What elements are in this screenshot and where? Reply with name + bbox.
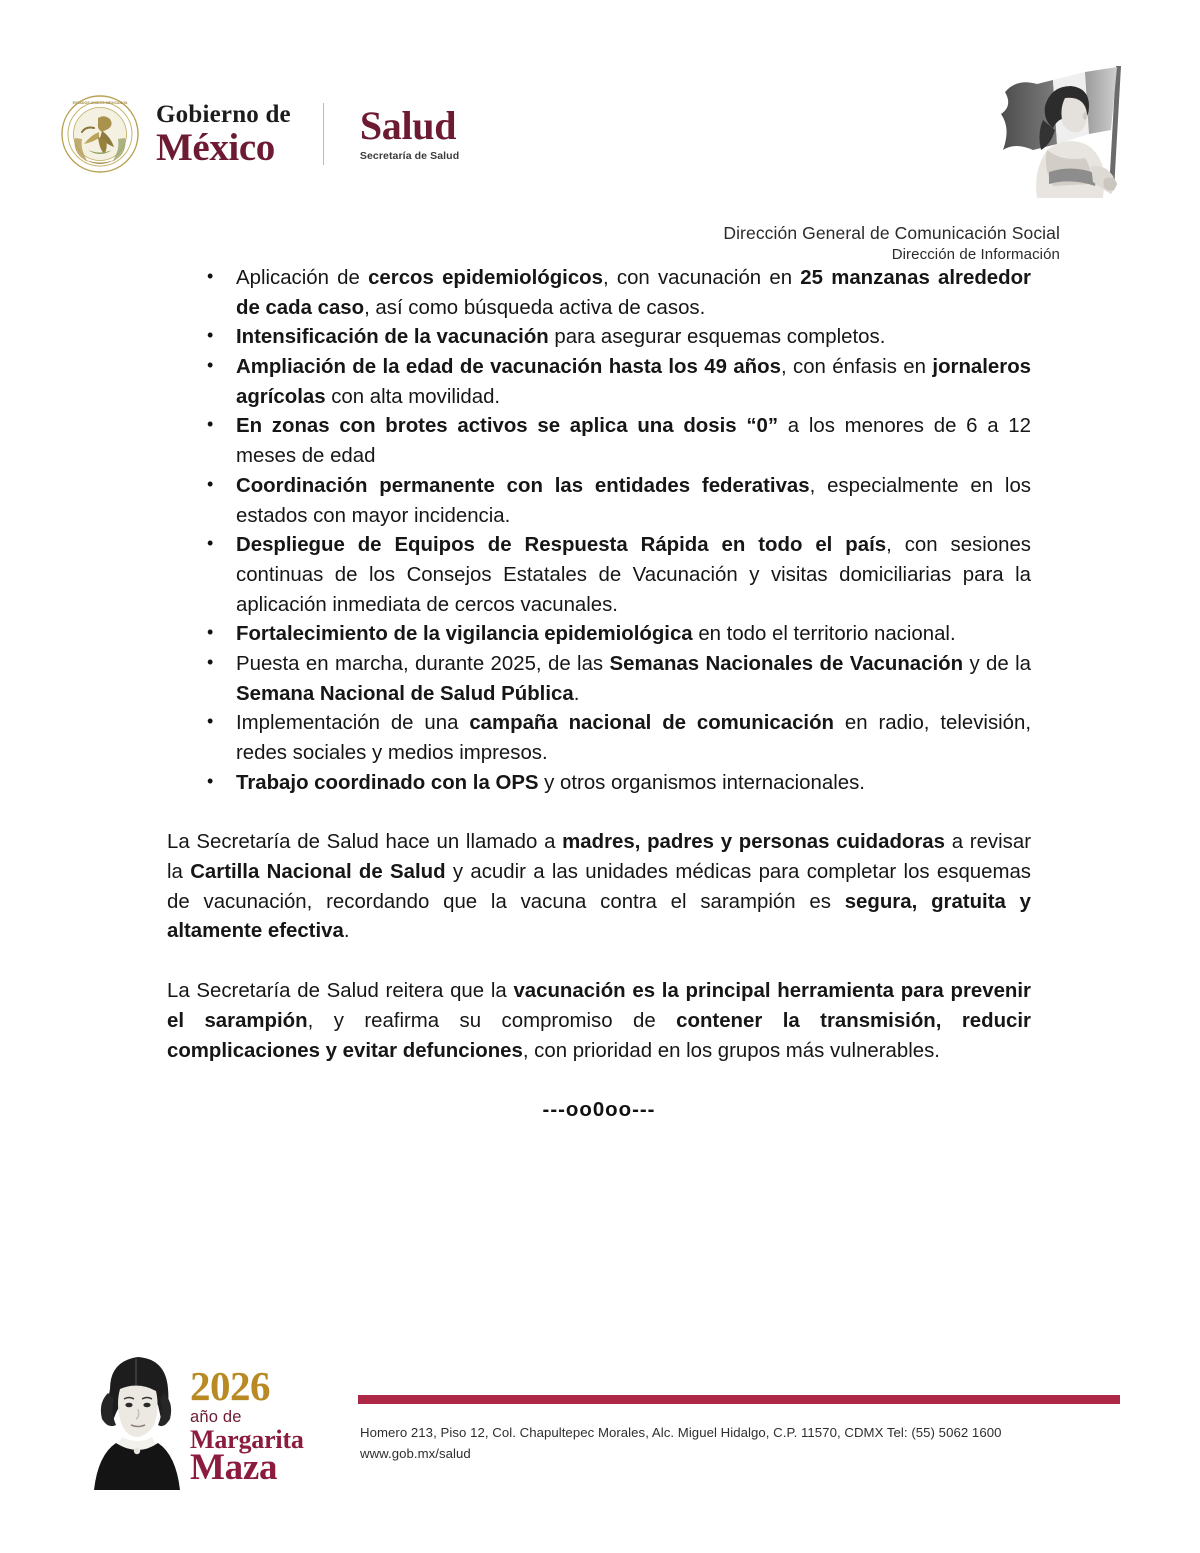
margarita-maza-portrait-icon bbox=[88, 1345, 184, 1490]
measure-bullet-item bbox=[167, 769, 1031, 799]
mexico-line: México bbox=[156, 125, 275, 169]
bullet-5-segment-0: Despliegue de Equipos de Respuesta Rápida en todo el país bbox=[236, 534, 887, 557]
bullet-7-segment-0: Puesta en marcha, durante 2025, de las bbox=[236, 652, 610, 675]
para-1-segment-4: , con prioridad en los grupos más vulnerables. bbox=[522, 1039, 940, 1062]
measure-bullet-item bbox=[167, 472, 1031, 531]
bullet-0-segment-2: , con vacunación en bbox=[602, 267, 801, 289]
footer-website-url[interactable]: www.gob.mx/salud bbox=[360, 1445, 471, 1461]
bullet-6-segment-0: Fortalecimiento de la vigilancia epidemiológica bbox=[236, 623, 693, 646]
para-1-segment-1: vacunación es la principal herramienta para prevenir el sarampión bbox=[167, 980, 1031, 1032]
measure-bullet-item bbox=[167, 531, 1031, 620]
para-0-segment-6: . bbox=[343, 920, 350, 943]
bullet-2-segment-3: con alta movilidad. bbox=[325, 385, 501, 408]
paragraph-call-to-action bbox=[167, 828, 1031, 947]
bullet-7-segment-3: Semana Nacional de Salud Pública bbox=[236, 682, 574, 705]
bullet-6-segment-1: en todo el territorio nacional. bbox=[692, 623, 956, 646]
para-0-segment-1: madres, padres y personas cuidadoras bbox=[562, 831, 945, 854]
measure-bullet-item bbox=[167, 353, 1031, 412]
margarita-maza-wordmark bbox=[190, 1363, 304, 1490]
measure-bullet-item bbox=[167, 650, 1031, 709]
gobierno-de-mexico-wordmark bbox=[156, 102, 291, 167]
bullet-0-segment-3: 25 manzanas alrededor de cada caso bbox=[236, 267, 1031, 319]
bullet-0-segment-4: , así como búsqueda activa de casos. bbox=[364, 296, 706, 319]
para-1-segment-3: contener la transmisión, reducir complicaciones y evitar defunciones bbox=[167, 1009, 1031, 1062]
bullet-9-segment-0: Trabajo coordinado con la OPS bbox=[236, 771, 539, 794]
bullet-5-segment-1: , con sesiones continuas de los Consejos Estatales de Vacunación y visitas domiciliarias para la aplicación inmediata de cercos vacunales. bbox=[236, 534, 1031, 616]
para-1-segment-0: La Secretaría de Salud reitera que la bbox=[167, 980, 514, 1003]
measures-bullet-list bbox=[167, 264, 1031, 798]
para-0-segment-2: a revisar la bbox=[167, 831, 1031, 884]
document-body bbox=[167, 264, 1031, 1122]
maza-name-line: Maza bbox=[190, 1447, 278, 1489]
bullet-9-segment-1: y otros organismos internacionales. bbox=[538, 771, 865, 794]
bullet-8-segment-1: campaña nacional de comunicación bbox=[469, 712, 834, 735]
salud-wordmark bbox=[359, 103, 460, 163]
para-0-segment-0: La Secretaría de Salud hace un llamado a bbox=[167, 831, 563, 854]
measure-bullet-item bbox=[167, 620, 1031, 650]
mexican-coat-of-arms-icon bbox=[58, 92, 142, 176]
salud-title: Salud bbox=[359, 103, 457, 149]
measure-bullet-item bbox=[167, 412, 1031, 471]
bullet-1-segment-0: Intensificación de la vacunación bbox=[236, 326, 549, 349]
measure-bullet-item bbox=[167, 709, 1031, 768]
para-0-segment-5: segura, gratuita y altamente efectiva bbox=[167, 890, 1031, 943]
document-footer bbox=[0, 1323, 1200, 1553]
margarita-name-line: Margarita bbox=[190, 1424, 304, 1454]
government-brand-lockup bbox=[58, 92, 459, 176]
year-2026: 2026 bbox=[190, 1363, 270, 1410]
measure-bullet-item bbox=[167, 264, 1031, 323]
bullet-7-segment-2: y de la bbox=[963, 652, 1031, 675]
dept-information: Dirección de Información bbox=[891, 246, 1060, 264]
para-0-segment-3: Cartilla Nacional de Salud bbox=[190, 861, 446, 884]
bullet-1-segment-1: para asegurar esquemas completos. bbox=[548, 326, 886, 349]
bullet-7-segment-1: Semanas Nacionales de Vacunación bbox=[609, 652, 964, 675]
bullet-3-segment-1: a los menores de 6 a 12 meses de edad bbox=[236, 415, 1031, 468]
gobierno-line: Gobierno de bbox=[156, 100, 291, 128]
margarita-maza-year-logo bbox=[88, 1345, 304, 1490]
bullet-7-segment-4: . bbox=[573, 682, 580, 705]
bullet-2-segment-1: , con énfasis en bbox=[780, 356, 933, 379]
para-0-segment-4: y acudir a las unidades médicas para completar los esquemas de vacunación, recordando que la vacuna contra el sarampión es bbox=[167, 861, 1031, 913]
paragraph-commitment bbox=[167, 977, 1031, 1066]
bullet-4-segment-0: Coordinación permanente con las entidades federativas bbox=[236, 474, 810, 497]
footer-address: Homero 213, Piso 12, Col. Chapultepec Morales, Alc. Miguel Hidalgo, C.P. 11570, CDMX Tel: (55) 5062 1600 bbox=[360, 1425, 1002, 1440]
measure-bullet-item bbox=[167, 323, 1031, 353]
para-1-segment-2: , y reafirma su compromiso de bbox=[307, 1009, 677, 1032]
salud-subtitle: Secretaría de Salud bbox=[359, 150, 460, 163]
document-closer: ---oo0oo--- bbox=[542, 1099, 656, 1122]
bullet-0-segment-1: cercos epidemiológicos bbox=[368, 267, 603, 289]
footer-contact-block bbox=[360, 1423, 1001, 1465]
bullet-2-segment-0: Ampliación de la edad de vacunación hasta los 49 años bbox=[236, 356, 781, 379]
document-header bbox=[0, 0, 1200, 215]
department-heading bbox=[723, 222, 1060, 265]
bullet-3-segment-0: En zonas con brotes activos se aplica una dosis “0” bbox=[236, 415, 779, 438]
bullet-2-segment-2: jornaleros agrícolas bbox=[236, 356, 1031, 408]
dept-general-communication: Dirección General de Comunicación Social bbox=[723, 223, 1060, 243]
brand-divider bbox=[323, 103, 324, 165]
bullet-8-segment-0: Implementación de una bbox=[236, 712, 470, 735]
bullet-8-segment-2: en radio, televisión, redes sociales y medios impresos. bbox=[236, 712, 1032, 764]
woman-with-mexican-flag-illustration bbox=[993, 58, 1138, 208]
bullet-4-segment-1: , especialmente en los estados con mayor incidencia. bbox=[236, 474, 1031, 527]
bullet-0-segment-0: Aplicación de bbox=[236, 267, 369, 289]
svg-text:ESTADOS UNIDOS MEXICANOS: ESTADOS UNIDOS MEXICANOS bbox=[72, 101, 128, 105]
footer-divider-rule bbox=[358, 1395, 1120, 1404]
anio-de-label: año de bbox=[190, 1407, 242, 1426]
